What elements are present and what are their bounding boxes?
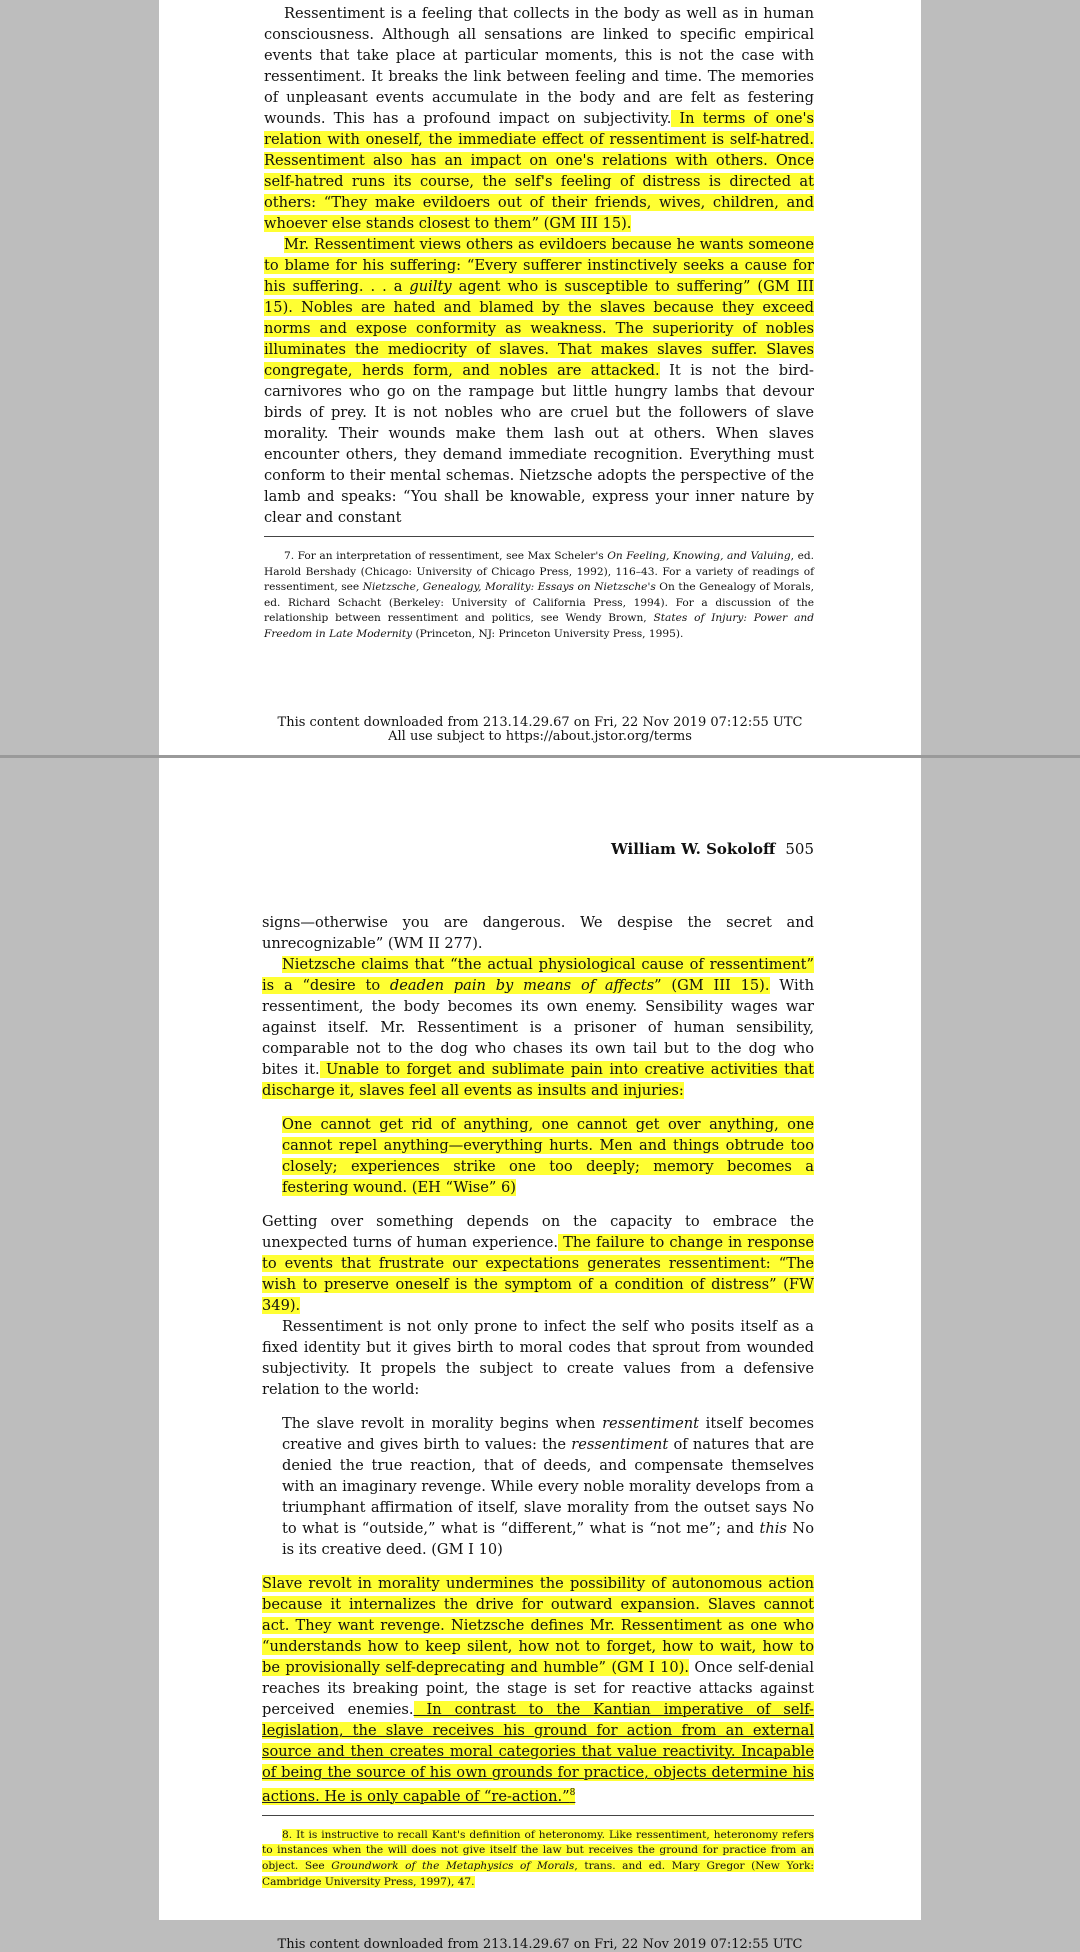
footnote-rule [262, 1815, 814, 1816]
paragraph: Nietzsche claims that “the actual physiological cause of ressentiment” is a “desire to deaden pain by means of affects” (GM III 15). With ressentiment, the body becomes its own enemy. Sensibility wages war against itself. Mr. Ressentiment is a prisoner of human sensibility, comparable not to the dog who chases its own tail but to the dog who bites it. Unable to forget and sublimate pain into creative activities that discharge it, slaves feel all events as insults and injuries: [262, 956, 815, 1099]
highlight: In terms of one's relation with oneself, the immediate effect of ressentiment is self-hatred. Ressentiment also has an impact on one's relations with others. Once self-hatred runs its course, the self's feeling of distress is directed at others: “They make evildoers out of their friends, wives, children, and whoever else stands closest to them” (GM III 15). [264, 110, 814, 232]
page-number: 505 [785, 840, 814, 858]
download-notice: This content downloaded from 213.14.29.67 on Fri, 22 Nov 2019 07:12:55 UTC All use subject to https://about.jstor.org/terms [159, 716, 921, 744]
body-text [264, 3, 814, 643]
author-name: William W. Sokoloff [610, 840, 776, 858]
highlight-underlined: In contrast to the Kantian imperative of self-legislation, the slave receives his ground for action from an external source and then creates moral categories that value reactivity. Incapable of being the source of his own grounds for practice, objects determine his actions. He is only capable of “re-action.”$^8$ [262, 1701, 814, 1805]
pdf-page-1 [159, 0, 921, 755]
footnote-ref: 8 [569, 1788, 576, 1798]
highlight: Slave revolt in morality undermines the possibility of autonomous action because it internalizes the drive for outward expansion. Slaves cannot act. They want revenge. Nietzsche defines Mr. Ressentiment as one who “understands how to keep silent, how not to forget, how to wait, how to be provisionally self-deprecating and humble” (GM I 10). [262, 1575, 814, 1676]
highlight: Unable to forget and sublimate pain into creative activities that discharge it, slaves feel all events as insults and injuries: [262, 1061, 815, 1099]
highlight: 8. It is instructive to recall Kant's definition of heteronomy. Like ressentiment, heteronomy refers to instances when the will does not give itself the law but receives the ground for practice from an object. See Groundwork of the Metaphysics of Morals, trans. and ed. Mary Gregor (New York: Cambridge University Press, 1997), 47. [262, 1828, 814, 1888]
paragraph: Getting over something depends on the capacity to embrace the unexpected turns of human experience. The failure to change in response to events that frustrate our expectations generates ressentiment: “The wish to preserve oneself is the symptom of a condition of distress” (FW 349). [262, 1213, 814, 1314]
paragraph: signs—otherwise you are dangerous. We despise the secret and unrecognizable” (WM II 277). [262, 914, 814, 952]
highlight: Nietzsche claims that “the actual physiological cause of ressentiment” is a “desire to deaden pain by means of affects” (GM III 15). [262, 956, 814, 994]
paragraph: Ressentiment is not only prone to infect the self who posits itself as a fixed identity but it gives birth to moral codes that sprout from wounded subjectivity. It propels the subject to create values from a defensive relation to the world: [262, 1318, 814, 1398]
footnote-8 [262, 1828, 814, 1890]
block-quote [282, 1114, 814, 1198]
highlight: One cannot get rid of anything, one cannot get over anything, one cannot repel anything—everything hurts. Men and things obtrude too closely; experiences strike one too deeply; memory becomes a festering wound. (EH “Wise” 6) [282, 1116, 814, 1196]
paragraph: Ressentiment is a feeling that collects in the body as well as in human consciousness. Although all sensations are linked to specific empirical events that take place at particular moments, this is not the case with ressentiment. It breaks the link between feeling and time. The memories of unpleasant events accumulate in the body and are felt as festering wounds. This has a profound impact on subjectivity. In terms of one's relation with oneself, the immediate effect of ressentiment is self-hatred. Ressentiment also has an impact on one's relations with others. Once self-hatred runs its course, the self's feeling of distress is directed at others: “They make evildoers out of their friends, wives, children, and whoever else stands closest to them” (GM III 15). [264, 5, 814, 232]
download-notice: This content downloaded from 213.14.29.67 on Fri, 22 Nov 2019 07:12:55 UTC [277, 1937, 803, 1952]
highlight: Mr. Ressentiment views others as evildoers because he wants someone to blame for his suffering: “Every sufferer instinctively seeks a cause for his suffering. . . a guilty agent who is susceptible to suffering” (GM III 15). Nobles are hated and blamed by the slaves because they exceed norms and expose conformity as weakness. The superiority of nobles illuminates the mediocrity of slaves. That makes slaves suffer. Slaves congregate, herds form, and nobles are attacked. [264, 236, 814, 379]
running-head [611, 840, 814, 858]
highlight: The failure to change in response to events that frustrate our expectations generates ressentiment: “The wish to preserve oneself is the symptom of a condition of distress” (FW 349). [262, 1234, 814, 1314]
footnote-7: 7. For an interpretation of ressentiment, see Max Scheler's On Feeling, Knowing, and Valuing, ed. Harold Bershady (Chicago: University of Chicago Press, 1992), 116–43. For a variety of readings of ressentiment, see Nietzsche, Genealogy, Morality: Essays on Nietzsche's On the Genealogy of Morals, ed. Richard Schacht (Berkeley: University of California Press, 1994). For a discussion of the relationship between ressentiment and politics, see Wendy Brown, States of Injury: Power and Freedom in Late Modernity (Princeton, NJ: Princeton University Press, 1995). [264, 550, 815, 640]
body-text [262, 912, 814, 1890]
terms-link[interactable]: All use subject to https://about.jstor.org/terms [388, 729, 692, 744]
pdf-page-2 [159, 758, 921, 1952]
block-quote: The slave revolt in morality begins when ressentiment itself becomes creative and gives birth to values: the ressentiment of natures that are denied the true reaction, that of deeds, and compensate themselves with an imaginary revenge. While every noble morality develops from a triumphant affirmation of itself, slave morality from the outset says No to what is “outside,” what is “different,” what is “not me”; and this No is its creative deed. (GM I 10) [282, 1415, 814, 1558]
paragraph: Slave revolt in morality undermines the possibility of autonomous action because it internalizes the drive for outward expansion. Slaves cannot act. They want revenge. Nietzsche defines Mr. Ressentiment as one who “understands how to keep silent, how not to forget, how to wait, how to be provisionally self-deprecating and humble” (GM I 10). Once self-denial reaches its breaking point, the stage is set for reactive attacks against perceived enemies. In contrast to the Kantian imperative of self-legislation, the slave receives his ground for action from an external source and then creates moral categories that value reactivity. Incapable of being the source of his own grounds for practice, objects determine his actions. He is only capable of “re-action.”$^8$ [262, 1575, 814, 1805]
paragraph: Mr. Ressentiment views others as evildoers because he wants someone to blame for his suffering: “Every sufferer instinctively seeks a cause for his suffering. . . a guilty agent who is susceptible to suffering” (GM III 15). Nobles are hated and blamed by the slaves because they exceed norms and expose conformity as weakness. The superiority of nobles illuminates the mediocrity of slaves. That makes slaves suffer. Slaves congregate, herds form, and nobles are attacked. It is not the bird-carnivores who go on the rampage but little hungry lambs that devour birds of prey. It is not nobles who are cruel but the followers of slave morality. Their wounds make them lash out at others. When slaves encounter others, they demand immediate recognition. Everything must conform to their mental schemas. Nietzsche adopts the perspective of the lamb and speaks: “You shall be knowable, express your inner nature by clear and constant [264, 236, 814, 526]
footnote-rule [264, 536, 814, 537]
